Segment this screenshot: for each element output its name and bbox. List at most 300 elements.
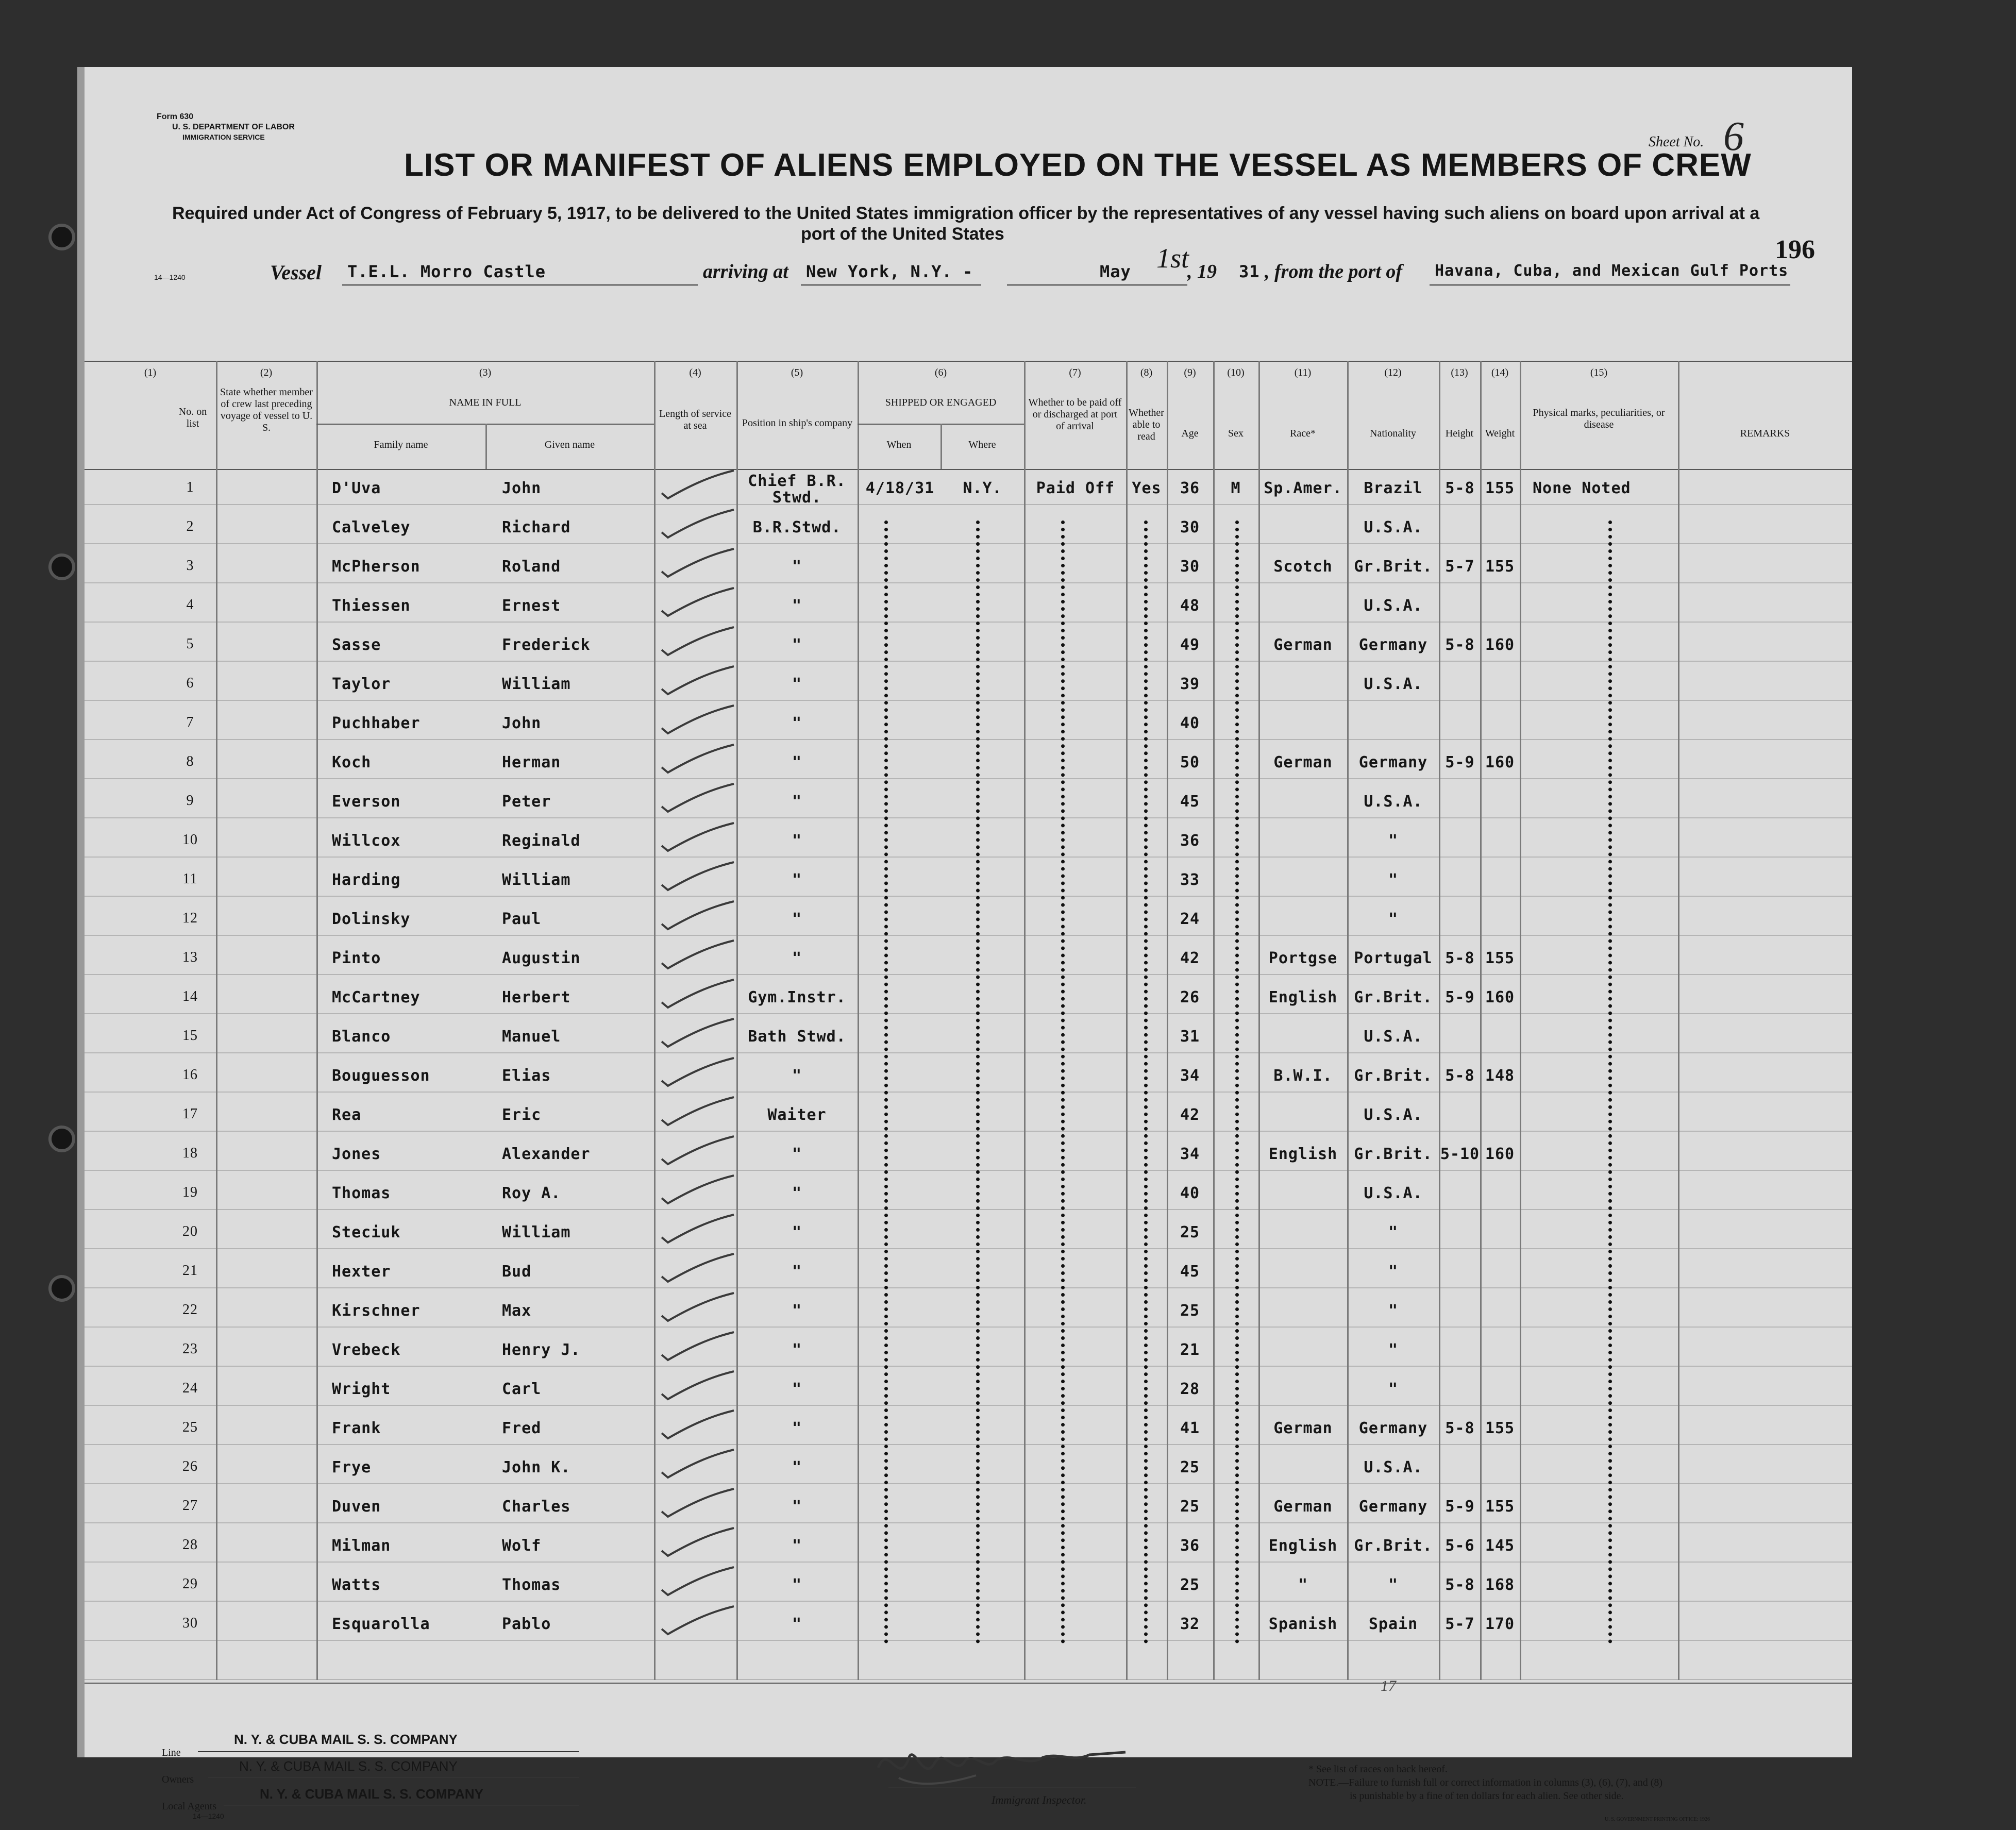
- cell-race: German: [1273, 1419, 1333, 1437]
- cell-nat: U.S.A.: [1364, 597, 1423, 615]
- cell-age: 32: [1180, 1615, 1200, 1633]
- agents-company: N. Y. & CUBA MAIL S. S. COMPANY: [260, 1786, 483, 1802]
- cell-given: William: [502, 1223, 571, 1241]
- cell-family: Blanco: [332, 1028, 391, 1046]
- cell-nat: ": [1388, 1341, 1399, 1359]
- arrival-day: 1st: [1156, 243, 1189, 274]
- cell-weight: 160: [1485, 636, 1515, 654]
- cell-position: ": [792, 1184, 802, 1202]
- cell-given: John: [502, 714, 542, 732]
- col-num-1: (1): [144, 367, 157, 378]
- cell-no: 11: [182, 871, 198, 887]
- col-head-paid-off: Whether to be paid off or discharged at port of arrival: [1028, 397, 1122, 432]
- inspector-signature: [868, 1732, 1136, 1799]
- col-num-7: (7): [1069, 367, 1081, 378]
- cell-position: ": [792, 1380, 802, 1398]
- page-number: 196: [1775, 235, 1815, 264]
- cell-given: Max: [502, 1302, 532, 1320]
- service-check-mark: [657, 1446, 739, 1482]
- cell-no: 5: [186, 636, 194, 652]
- binder-hole-1: [52, 227, 72, 247]
- cell-family: Calveley: [332, 518, 411, 536]
- cell-position: Waiter: [767, 1106, 827, 1124]
- printer-imprint: U. S. GOVERNMENT PRINTING OFFICE: 1926: [1605, 1817, 1710, 1822]
- binder-hole-2: [52, 557, 72, 577]
- cell-age: 33: [1180, 871, 1200, 889]
- cell-no: 1: [186, 479, 194, 495]
- cell-nat: U.S.A.: [1364, 675, 1423, 693]
- cell-given: Wolf: [502, 1537, 542, 1555]
- service-check-mark: [657, 1367, 739, 1403]
- cell-position: ": [792, 636, 802, 654]
- cell-weight: 168: [1485, 1576, 1515, 1594]
- cell-position: ": [792, 910, 802, 928]
- cell-position: ": [792, 675, 802, 693]
- col-num-3: (3): [479, 367, 492, 378]
- cell-weight: 148: [1485, 1067, 1515, 1085]
- cell-age: 31: [1180, 1028, 1200, 1046]
- cell-nat: U.S.A.: [1364, 793, 1423, 811]
- service-check-mark: [657, 936, 739, 972]
- cell-given: Bud: [502, 1263, 532, 1281]
- cell-given: Henry J.: [502, 1341, 581, 1359]
- cell-family: Milman: [332, 1537, 391, 1555]
- cell-position: Gym.Instr.: [748, 988, 846, 1006]
- cell-no: 3: [186, 558, 194, 574]
- cell-no: 18: [182, 1145, 198, 1161]
- cell-race: ": [1298, 1576, 1308, 1594]
- line-label: Line: [162, 1747, 181, 1758]
- pencil-note: 17: [1381, 1677, 1396, 1694]
- cell-no: 17: [182, 1106, 198, 1122]
- cell-weight: 155: [1485, 1498, 1515, 1516]
- cell-nat: Brazil: [1364, 479, 1423, 497]
- cell-no: 16: [182, 1067, 198, 1083]
- col-head-weight: Weight: [1485, 428, 1515, 439]
- cell-nat: Gr.Brit.: [1354, 558, 1433, 576]
- cell-nat: ": [1388, 871, 1399, 889]
- service-label: IMMIGRATION SERVICE: [182, 133, 265, 141]
- cell-weight: 160: [1485, 1145, 1515, 1163]
- service-check-mark: [657, 1328, 739, 1364]
- form-subtitle-2: port of the United States: [801, 224, 1004, 244]
- cell-no: 4: [186, 597, 194, 613]
- cell-where: N.Y.: [963, 479, 1002, 497]
- sheet-label: Sheet No.: [1649, 134, 1704, 150]
- vessel-name: T.E.L. Morro Castle: [347, 262, 546, 281]
- cell-given: Carl: [502, 1380, 542, 1398]
- cell-nat: Germany: [1358, 753, 1428, 771]
- cell-height: 5-10: [1440, 1145, 1480, 1163]
- cell-position: ": [792, 1537, 802, 1555]
- cell-nat: Germany: [1358, 1419, 1428, 1437]
- cell-weight: 155: [1485, 558, 1515, 576]
- cell-no: 14: [182, 988, 198, 1004]
- cell-age: 39: [1180, 675, 1200, 693]
- cell-no: 27: [182, 1498, 198, 1514]
- cell-given: Paul: [502, 910, 542, 928]
- service-check-mark: [657, 623, 739, 659]
- cell-family: Watts: [332, 1576, 381, 1594]
- col-head-nationality: Nationality: [1370, 428, 1416, 439]
- cell-age: 40: [1180, 1184, 1200, 1202]
- col-num-15: (15): [1590, 367, 1608, 378]
- cell-no: 2: [186, 518, 194, 534]
- service-check-mark: [657, 819, 739, 855]
- cell-given: Alexander: [502, 1145, 591, 1163]
- col-head-last-voyage: State whether member of crew last preceding voyage of vessel to U. S.: [220, 387, 313, 433]
- cell-position: ": [792, 1419, 802, 1437]
- from-port: Havana, Cuba, and Mexican Gulf Ports: [1435, 262, 1789, 280]
- cell-family: Steciuk: [332, 1223, 401, 1241]
- manifest-sheet: [77, 67, 1852, 1822]
- department-label: U. S. DEPARTMENT OF LABOR: [172, 123, 295, 131]
- cell-height: 5-9: [1445, 988, 1475, 1006]
- cell-family: Taylor: [332, 675, 391, 693]
- vessel-label: Vessel: [270, 261, 322, 284]
- cell-nat: U.S.A.: [1364, 1028, 1423, 1046]
- from-port-label: , from the port of: [1265, 261, 1403, 282]
- col-head-physical-marks: Physical marks, peculiarities, or disease: [1533, 407, 1665, 430]
- binder-hole-4: [52, 1278, 72, 1299]
- col-num-2: (2): [260, 367, 273, 378]
- cell-height: 5-8: [1445, 1419, 1475, 1437]
- cell-race: Sp.Amer.: [1264, 479, 1342, 497]
- cell-age: 30: [1180, 518, 1200, 536]
- cell-age: 25: [1180, 1498, 1200, 1516]
- cell-age: 45: [1180, 793, 1200, 811]
- cell-race: B.W.I.: [1273, 1067, 1333, 1085]
- cell-family: Thiessen: [332, 597, 411, 615]
- cell-nat: ": [1388, 832, 1399, 850]
- service-check-mark: [657, 701, 739, 737]
- penalty-note-1: NOTE.—Failure to furnish full or correct information in columns (3), (6), (7), and (8): [1308, 1777, 1663, 1788]
- cell-family: Willcox: [332, 832, 401, 850]
- service-check-mark: [657, 741, 739, 777]
- cell-weight: 160: [1485, 753, 1515, 771]
- service-check-mark: [657, 780, 739, 816]
- arriving-port: New York, N.Y. -: [806, 262, 973, 281]
- cell-height: 5-8: [1445, 479, 1475, 497]
- col-num-6: (6): [934, 367, 947, 378]
- cell-race: Portgse: [1268, 949, 1338, 967]
- cell-position: ": [792, 1302, 802, 1320]
- col-head-when: When: [886, 439, 912, 450]
- form-subtitle-1: Required under Act of Congress of February 5, 1917, to be delivered to the United States immigration officer by the representatives of any vessel having such aliens on board upon arrival at a: [172, 204, 1760, 223]
- cell-family: Sasse: [332, 636, 381, 654]
- cell-given: Elias: [502, 1067, 551, 1085]
- cell-position: ": [792, 793, 802, 811]
- col-head-height: Height: [1445, 428, 1474, 439]
- cell-position: ": [792, 1576, 802, 1594]
- cell-weight: 160: [1485, 988, 1515, 1006]
- form-code: 14—1240: [154, 273, 186, 281]
- cell-family: Esquarolla: [332, 1615, 430, 1633]
- cell-age: 42: [1180, 949, 1200, 967]
- cell-weight: 155: [1485, 949, 1515, 967]
- cell-age: 25: [1180, 1223, 1200, 1241]
- cell-weight: 155: [1485, 479, 1515, 497]
- cell-no: 24: [182, 1380, 198, 1396]
- service-check-mark: [657, 1485, 739, 1521]
- cell-no: 26: [182, 1458, 198, 1474]
- service-check-mark: [657, 466, 739, 502]
- cell-age: 36: [1180, 832, 1200, 850]
- cell-when: 4/18/31: [865, 479, 935, 497]
- cell-given: Roy A.: [502, 1184, 561, 1202]
- cell-given: John K.: [502, 1458, 571, 1476]
- cell-position: ": [792, 949, 802, 967]
- col-head-shipped: SHIPPED OR ENGAGED: [885, 397, 997, 408]
- cell-age: 30: [1180, 558, 1200, 576]
- cell-given: Herman: [502, 753, 561, 771]
- cell-no: 12: [182, 910, 198, 926]
- cell-race: German: [1273, 753, 1333, 771]
- cell-height: 5-7: [1445, 1615, 1475, 1633]
- cell-given: Fred: [502, 1419, 542, 1437]
- cell-given: William: [502, 675, 571, 693]
- cell-age: 25: [1180, 1302, 1200, 1320]
- col-head-length-service: Length of service at sea: [659, 408, 731, 431]
- sheet-number: 6: [1723, 114, 1744, 159]
- cell-nat: ": [1388, 1302, 1399, 1320]
- cell-age: 28: [1180, 1380, 1200, 1398]
- cell-position: ": [792, 558, 802, 576]
- cell-given: Peter: [502, 793, 551, 811]
- cell-age: 42: [1180, 1106, 1200, 1124]
- cell-given: Charles: [502, 1498, 571, 1516]
- cell-height: 5-9: [1445, 753, 1475, 771]
- cell-given: Roland: [502, 558, 561, 576]
- cell-position: ": [792, 714, 802, 732]
- cell-race: Spanish: [1268, 1615, 1338, 1633]
- cell-no: 30: [182, 1615, 198, 1631]
- cell-height: 5-8: [1445, 1576, 1475, 1594]
- cell-no: 21: [182, 1263, 198, 1279]
- cell-family: Pinto: [332, 949, 381, 967]
- cell-race: English: [1268, 1537, 1338, 1555]
- cell-nat: ": [1388, 1380, 1399, 1398]
- cell-given: Manuel: [502, 1028, 561, 1046]
- col-num-12: (12): [1384, 367, 1402, 378]
- cell-family: Puchhaber: [332, 714, 421, 732]
- col-num-4: (4): [689, 367, 701, 378]
- cell-nat: Portugal: [1354, 949, 1433, 967]
- col-head-name: NAME IN FULL: [449, 397, 522, 408]
- cell-given: Thomas: [502, 1576, 561, 1594]
- cell-sex: M: [1231, 479, 1241, 497]
- service-check-mark: [657, 1054, 739, 1090]
- col-head-where: Where: [968, 439, 996, 450]
- cell-marks: None Noted: [1533, 479, 1631, 497]
- cell-nat: U.S.A.: [1364, 518, 1423, 536]
- cell-nat: Germany: [1358, 636, 1428, 654]
- cell-age: 48: [1180, 597, 1200, 615]
- service-check-mark: [657, 976, 739, 1012]
- cell-height: 5-8: [1445, 636, 1475, 654]
- cell-no: 23: [182, 1341, 198, 1357]
- cell-no: 9: [186, 793, 194, 809]
- agents-label: Local Agents: [162, 1801, 217, 1812]
- cell-family: McCartney: [332, 988, 421, 1006]
- col-num-14: (14): [1491, 367, 1509, 378]
- cell-family: D'Uva: [332, 479, 381, 497]
- cell-nat: Germany: [1358, 1498, 1428, 1516]
- cell-family: Harding: [332, 871, 401, 889]
- cell-position: B.R.Stwd.: [752, 518, 842, 536]
- cell-height: 5-9: [1445, 1498, 1475, 1516]
- col-head-remarks: REMARKS: [1740, 428, 1790, 439]
- service-check-mark: [657, 1563, 739, 1599]
- service-check-mark: [657, 1602, 739, 1638]
- cell-given: Frederick: [502, 636, 591, 654]
- arriving-label: arriving at: [703, 261, 788, 282]
- cell-age: 45: [1180, 1263, 1200, 1281]
- cell-family: Bouguesson: [332, 1067, 430, 1085]
- cell-position: ": [792, 753, 802, 771]
- cell-family: Dolinsky: [332, 910, 411, 928]
- cell-family: Frye: [332, 1458, 372, 1476]
- cell-read: Yes: [1132, 479, 1162, 497]
- cell-no: 6: [186, 675, 194, 691]
- cell-race: German: [1273, 1498, 1333, 1516]
- cell-age: 40: [1180, 714, 1200, 732]
- cell-race: Scotch: [1273, 558, 1333, 576]
- cell-nat: ": [1388, 1223, 1399, 1241]
- cell-height: 5-8: [1445, 949, 1475, 967]
- cell-no: 8: [186, 753, 194, 769]
- owners-company: N. Y. & CUBA MAIL S. S. COMPANY: [239, 1758, 458, 1774]
- service-check-mark: [657, 584, 739, 620]
- cell-age: 26: [1180, 988, 1200, 1006]
- col-num-10: (10): [1227, 367, 1245, 378]
- penalty-note-2: is punishable by a fine of ten dollars for each alien. See other side.: [1350, 1790, 1624, 1802]
- cell-nat: U.S.A.: [1364, 1458, 1423, 1476]
- service-check-mark: [657, 1015, 739, 1051]
- cell-family: Frank: [332, 1419, 381, 1437]
- col-num-9: (9): [1184, 367, 1196, 378]
- cell-nat: Spain: [1368, 1615, 1418, 1633]
- cell-position: ": [792, 1458, 802, 1476]
- cell-weight: 170: [1485, 1615, 1515, 1633]
- cell-nat: U.S.A.: [1364, 1106, 1423, 1124]
- cell-race: English: [1268, 1145, 1338, 1163]
- agents-code: 14—1240: [193, 1812, 224, 1820]
- cell-height: 5-6: [1445, 1537, 1475, 1555]
- cell-given: Augustin: [502, 949, 581, 967]
- cell-position: ": [792, 871, 802, 889]
- service-check-mark: [657, 1406, 739, 1442]
- cell-age: 36: [1180, 479, 1200, 497]
- cell-age: 25: [1180, 1576, 1200, 1594]
- service-check-mark: [657, 1171, 739, 1207]
- cell-no: 28: [182, 1537, 198, 1553]
- service-check-mark: [657, 1250, 739, 1286]
- service-check-mark: [657, 545, 739, 581]
- cell-position: ": [792, 832, 802, 850]
- cell-age: 21: [1180, 1341, 1200, 1359]
- cell-position: ": [792, 1615, 802, 1633]
- cell-paid: Paid Off: [1036, 479, 1115, 497]
- cell-family: Everson: [332, 793, 401, 811]
- cell-family: Vrebeck: [332, 1341, 401, 1359]
- cell-position: Chief B.R. Stwd.: [748, 472, 846, 507]
- cell-position: ": [792, 1223, 802, 1241]
- cell-position: ": [792, 1498, 802, 1516]
- service-check-mark: [657, 1524, 739, 1560]
- owners-label: Owners: [162, 1774, 194, 1785]
- col-head-race: Race*: [1290, 428, 1316, 439]
- cell-age: 50: [1180, 753, 1200, 771]
- cell-nat: ": [1388, 1576, 1399, 1594]
- cell-age: 41: [1180, 1419, 1200, 1437]
- service-check-mark: [657, 506, 739, 542]
- cell-no: 19: [182, 1184, 198, 1200]
- cell-no: 22: [182, 1302, 198, 1318]
- cell-no: 13: [182, 949, 198, 965]
- service-check-mark: [657, 897, 739, 933]
- year-prefix: , 19: [1187, 261, 1217, 282]
- service-check-mark: [657, 1211, 739, 1247]
- col-num-8: (8): [1140, 367, 1153, 378]
- service-check-mark: [657, 1093, 739, 1129]
- cell-no: 10: [182, 832, 198, 848]
- cell-weight: 155: [1485, 1419, 1515, 1437]
- col-head-family-name: Family name: [374, 439, 428, 450]
- cell-given: Herbert: [502, 988, 571, 1006]
- col-head-age: Age: [1181, 428, 1199, 439]
- service-check-mark: [657, 1289, 739, 1325]
- cell-given: Richard: [502, 518, 571, 536]
- col-head-list-no: No. on list: [178, 406, 207, 429]
- cell-given: William: [502, 871, 571, 889]
- cell-family: Hexter: [332, 1263, 391, 1281]
- cell-family: Duven: [332, 1498, 381, 1516]
- cell-family: Jones: [332, 1145, 381, 1163]
- line-company: N. Y. & CUBA MAIL S. S. COMPANY: [234, 1732, 458, 1747]
- cell-race: English: [1268, 988, 1338, 1006]
- cell-no: 15: [182, 1028, 198, 1044]
- cell-nat: Gr.Brit.: [1354, 1067, 1433, 1085]
- col-head-given-name: Given name: [544, 439, 595, 450]
- cell-family: Kirschner: [332, 1302, 421, 1320]
- cell-age: 49: [1180, 636, 1200, 654]
- cell-position: ": [792, 1145, 802, 1163]
- cell-nat: U.S.A.: [1364, 1184, 1423, 1202]
- cell-nat: ": [1388, 910, 1399, 928]
- cell-age: 34: [1180, 1145, 1200, 1163]
- cell-age: 24: [1180, 910, 1200, 928]
- service-check-mark: [657, 858, 739, 894]
- cell-height: 5-8: [1445, 1067, 1475, 1085]
- cell-age: 36: [1180, 1537, 1200, 1555]
- cell-weight: 145: [1485, 1537, 1515, 1555]
- form-title: LIST OR MANIFEST OF ALIENS EMPLOYED ON THE VESSEL AS MEMBERS OF CREW: [404, 147, 1752, 183]
- cell-given: Pablo: [502, 1615, 551, 1633]
- arrival-month: May: [1100, 262, 1131, 281]
- cell-given: Ernest: [502, 597, 561, 615]
- cell-position: ": [792, 1263, 802, 1281]
- col-num-13: (13): [1451, 367, 1468, 378]
- cell-nat: Gr.Brit.: [1354, 1145, 1433, 1163]
- cell-age: 25: [1180, 1458, 1200, 1476]
- cell-age: 34: [1180, 1067, 1200, 1085]
- col-head-position: Position in ship's company: [742, 417, 853, 429]
- cell-race: German: [1273, 636, 1333, 654]
- cell-family: Koch: [332, 753, 372, 771]
- cell-position: ": [792, 597, 802, 615]
- cell-given: Reginald: [502, 832, 581, 850]
